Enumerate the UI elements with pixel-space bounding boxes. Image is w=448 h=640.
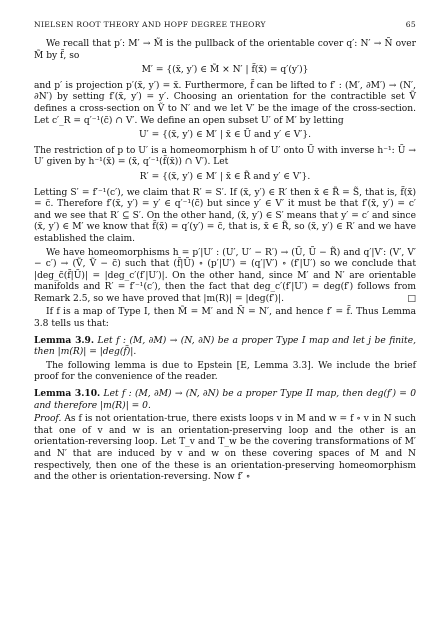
proof-text: As f is not orientation-true, there exists loops v in M and w = f ∘ v in N such that one of v and w is an orientation-preserving loop and the other is an orientation-reversing loop. Let T_v and T_w be the covering transformations of M′ and N′ that are induced by v and w on these covering spaces of M and N respectively, then one of the these is an orientation-preserving homeomorphism and the other is orientation-reversing. Now f′ ∘ (34, 414, 416, 483)
header-title: NIELSEN ROOT THEORY AND HOPF DEGREE THEORY (34, 20, 266, 29)
paragraph-claim: Letting S′ = f′⁻¹(c′), we claim that R′ = S′. If (x̃, y′) ∈ R′ then x̃ ∈ R̃ = S̃, that is, f̃(x̃) = c̃. Therefore f′(x̃, y′) = y′ ∈ q′⁻¹(c̃) but since y′ ∈ V′ it must be that f′(x̃, y′) = c′ and we see that R′ ⊆ S′. On the other hand, (x̃, y′) ∈ S′ means that y′ = c′ and since (x̃, y′) ∈ M′ we know that f̃(x̃) = q′(y′) = c̃, that is, x̃ ∈ R̃, so (x̃, y′) ∈ R′ and we have established the claim. (34, 187, 416, 244)
display-equation-R-prime: R′ = {(x̃, y′) ∈ M′ | x̃ ∈ R̃ and y′ ∈ V′}. (139, 171, 311, 182)
proof-label: Proof. (34, 414, 62, 425)
paragraph-epstein: The following lemma is due to Epstein [E, Lemma 3.3]. We include the brief proof for the convenience of the reader. (34, 360, 416, 383)
paragraph-homeomorphisms-text: We have homeomorphisms h = p′|U′ : (U′, U′ − R′) → (Ũ, Ũ − R̃) and q′|V′: (V′, V′ − c′) → (Ṽ, Ṽ − c̃) such that (f̃|Ũ) ∘ (p′|U′) = (q′|V′) ∘ (f′|U′) so we conclude that |deg_c̃(f̃|Ũ)| = |deg_c′(f′|U′)|. On the other hand, since M′ and N′ are orientable manifolds and R′ = f′⁻¹(c′), then the fact that deg_c′(f′|U′) = deg(f′) follows from Remark 2.5, so we have proved that |m(R)| = |deg(f′)|. (34, 247, 416, 304)
paragraph-pullback: We recall that p′: M′ → M̃ is the pullback of the orientable cover q′: N′ → Ñ over M̃ by f̃, so (34, 39, 416, 61)
lemma-3-9-label: Lemma 3.9. (34, 334, 95, 346)
paragraph-homeomorphisms (34, 248, 416, 306)
lemma-3-10-text: Let f : (M, ∂M) → (N, ∂N) be a proper Type II map, then deg(f′) = 0 and therefore |m(R)| = 0. (34, 389, 417, 411)
qed-symbol: □ (407, 293, 416, 304)
page-body (34, 39, 416, 484)
page-number: 65 (405, 20, 416, 29)
lemma-3-10-label: Lemma 3.10. (34, 388, 101, 400)
running-header (34, 20, 416, 29)
paragraph-projection: and p′ is projection p′(x̃, y′) = x̃. Furthermore, f̃ can be lifted to f′ : (M′, ∂M′) → (N′, ∂N′) by setting f′(x̃, y′) = y′. Choosing an orientation for the contractible set Ṽ defines a cross-section on Ṽ to N′ and we let V′ be the image of the cross-section. Let c′_R = q′⁻¹(c̃) ∩ V′. We define an open subset U′ of M′ by letting (34, 80, 416, 126)
display-equation-M-prime: M′ = {(x̃, y′) ∈ M̃ × N′ | f̃(x̃) = q′(y′)} (141, 65, 309, 76)
proof-paragraph (34, 414, 416, 484)
lemma-3-10 (34, 388, 416, 412)
paragraph-type-one: If f is a map of Type I, then M̃ = M′ and Ñ = N′, and hence f′ = f̃. Thus Lemma 3.8 tells us that: (34, 307, 416, 330)
paragraph-restriction: The restriction of p to U′ is a homeomorphism h of U′ onto Ũ with inverse h⁻¹: Ũ → U′ given by h⁻¹(x̃) = (x̃, q′⁻¹(f̃(x̃)) ∩ V′). Let (34, 145, 416, 168)
lemma-3-9-text: Let f : (M, ∂M) → (N, ∂N) be a proper Type I map and let j be finite, then |m(R)| = |deg(f̃)|. (34, 335, 416, 358)
display-equation-U-prime: U′ = {(x̃, y′) ∈ M′ | x̃ ∈ Ũ and y′ ∈ V′}. (138, 130, 312, 141)
lemma-3-9 (34, 335, 416, 359)
